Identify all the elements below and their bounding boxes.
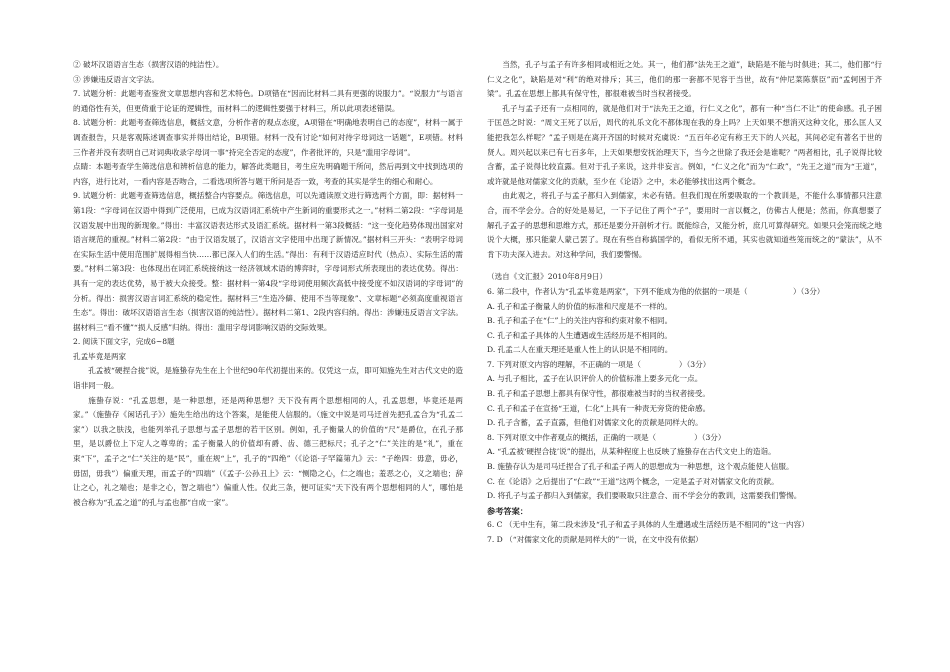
paragraph: 施蛰存说：“孔孟思想，是一种思想，还是两种思想？天下没有两个思想相同的人，孔孟思想，毕竟还是两家。”（施蛰存《闲话孔子》）施先生给出的这个答案，是能使人信服的。（施文中说是司马迁首先把孔孟合为“孔孟二家”）以我之肤浅，也能列举孔子思想与孟子思想的若干区别。例如，孔子衡量人的价值的“尺”是爵位，在孔子那里，是以爵位上下定人之尊卑的；孟子衡量人的价值却有爵、齿、德三把标尺；孔子之“仁”关注的是“礼”，重在束“下”，孟子之“仁”关注的是“民”，重在规“上”，孔子的“四绝”（《论语·子罕篇第九》云：“子绝四：毋意，毋必，毋固，毋我”）偏重天理，而孟子的“四端”（《孟子·公孙丑上》云：“恻隐之心，仁之端也；羞恶之心，义之端也；辞让之心，礼之端也；是非之心，智之端也”）偏重人性。仅此三条，便可证实“天下没有两个思想相同的人”，哪怕是被合称为“孔孟之道”的孔与孟也都“自成一家”。: [73, 395, 464, 507]
paragraph: 8. 下列对原文中作者观点的概括，正确的一项是（ ）（3分）: [487, 432, 726, 442]
paragraph: A. “孔孟被‘硬捏合拢’说”的提出，从某种程度上也反映了施蛰存在古代文史上的造诣。: [487, 447, 776, 457]
paragraph: 7. 下列对原文内容的理解，不正确的一项是（ ）（3分）: [487, 359, 711, 369]
paragraph: 孔孟被“硬捏合拢”说，是施蛰存先生在上个世纪90年代初提出来的。仅凭这一点，即可知施先生对古代文史的造诣非同一般。: [73, 366, 463, 391]
right-text-column: [487, 58, 882, 548]
paragraph: B. 孔子和孟子在“仁”上的关注内容和约束对象不相同。: [487, 316, 673, 326]
paragraph: 2. 阅读下面文字，完成6~8题: [73, 337, 175, 347]
paragraph: D. 将孔子与孟子都归入到儒家，我们要吸取只注意合、而不学会分的教训，这需要我们警惕。: [487, 491, 802, 501]
paragraph: 6. 第二段中，作者认为“孔孟毕竟是两家”，下列不能成为他的依据的一项是（ ）（3分）: [487, 286, 825, 296]
paragraph: C. 在《论语》之后提出了“仁政”“王道”这两个概念，一定是孟子对对儒家文化的贡献。: [487, 476, 779, 486]
left-text-column: [73, 58, 463, 510]
paragraph: D. 孔孟二人在重天理还是重人性上的认识是不相同的。: [487, 345, 673, 355]
paragraph: 当然，孔子与孟子有许多相同或相近之处。其一，他们都“法先王之道”，缺陷是不能与时俱进；其二，他们都“行仁义之化”，缺陷是对“利”的绝对排斥；其三，他们的那一套都不见容于当世，故有“仲尼菜陈蔡臣”而“孟轲困于齐梁”。孔孟在思想上都具有保守性，都很难被当时当权者接受。: [487, 60, 882, 99]
paragraph: （选自《文汇报》2010年8月9日）: [487, 272, 608, 282]
paragraph: D. 孔子含蓄，孟子直露，但他们对儒家文化的贡献是同样大的。: [487, 418, 703, 428]
paragraph: 孔孟毕竟是两家: [73, 351, 127, 361]
paragraph: ③ 涉嫌违反语言文字法。: [73, 74, 159, 84]
paragraph: ② 破坏汉语语言生态（损害汉语的纯洁性）。: [73, 60, 224, 69]
paragraph: A. 与孔子相比，孟子在认识评价人的价值标准上要多元化一点。: [487, 374, 703, 384]
paragraph: A. 孔子和孟子衡量人的价值的标准和尺度是不一样的。: [487, 301, 672, 311]
paragraph: B. 孔子和孟子思想上都具有保守性，都很难被当时的当权者接受。: [487, 389, 711, 399]
paragraph: 6. C （无中生有，第二段未涉及“孔子和孟子具体的人生遭遇或生活经历是不相同的”这一内容）: [487, 520, 809, 530]
paragraph: [487, 262, 882, 270]
paragraph: C. 孔子和孟子具体的人生遭遇或生活经历是不相同的。: [487, 330, 673, 340]
paragraph: C. 孔子和孟子在宣扬“王道，仁化”上具有一种责无旁贷的使命感。: [487, 403, 711, 413]
paragraph: 7. 试题分析：此题考查鉴赏文章思想内容和艺术特色。D项错在“因而比材料二具有更强的说服力”。“说服力”与语言的通俗性有关，但更倚重于论证的逻辑性，而材料二的逻辑性要强于材料三，所以此项表述错误。: [73, 89, 463, 113]
paragraph: 点睛：本题考查学生筛选信息和辨析信息的能力，解答此类题目，考生应先明确题干所问，然后再到文中找到选项的内容，进行比对，一看内容是否吻合，二看选项所答与题干所问是否一致，考查的其实是学生的细心和耐心。: [73, 162, 463, 186]
paragraph: 由此观之，将孔子与孟子都归入到儒家，未必有错。但我们现在所要吸取的一个教训是，不能什么事情都只注意合，而不学会分。合的好处是易记，一下子记住了两个“子”，要用时一言以概之，仿佛古人便是；然而，你真想要了解孔子孟子的思想和思维方式，那还是要分开剖析才行。既能综合，又能分析，庶几可算得研究。如果只会笼而统之地说个大概，那只能蒙人蒙己罢了。现在有些自称搞国学的，看似无所不通，其实也就知道些笼而统之的“蒙法”，从不肯下功夫深入进去。对这种学问，我们要警惕。: [487, 191, 882, 259]
paragraph: 9. 试题分析：此题考查筛选信息，概括整合内容要点。筛选信息，可以先通读原文进行筛选两个方面，即：据材料一第1段：“字母词在汉语中得到广泛使用，已成为汉语词汇系统中产生新词的重要形式之一。”材料二第2段：“字母词是汉语发展中出现的新现象。”得出：丰富汉语表达形式及语汇系统。据材料一第3段概括：“这一变化趋势体现出国家对语言规范的重视。”材料二第2段：“由于汉语发展了，汉语言文字使用中出现了新情况。”据材料三开头：“表明字母词在实际生活中使用范围扩展得相当快……都已深入人们的生活。”得出：有利于汉语适应时代（热点）、实际生活的需要。”材料二第3段：也体现出在词汇系统接纳这一经济领域术语的博弈时，字母词形式所表现出的表达优势。得出：具有一定的表达优势，易于被大众接受。整：据材料一第4段“字母词使用频次高低中接受度不如汉语词的字母词”的分析。得出：损害汉语言词汇系统的稳定性。据材料三“生造冷僻、使用不当等现象”、文章标题“必须高度重视语言生态”。得出：破坏汉语语言生态（损害汉语的纯洁性）。据材料二第1、2段内容归纳。得出：涉嫌违反语言文字法。据材料三“看不懂”“损人反感”归纳。得出：滥用字母词影响汉语的交际效果。: [73, 191, 463, 332]
paragraph: 7. D （“对儒家文化的贡献是同样大的”一说，在文中没有依据）: [487, 535, 703, 544]
paragraph: 孔子与孟子还有一点相同的，就是他们对于“法先王之道，行仁义之化”，都有一种“当仁不让”的使命感。孔子困于匡邑之时说：“周文王死了以后，周代的礼乐文化不都体现在我的身上吗？上天如果不想消灭这种文化，那么匡人又能把我怎么样呢？”孟子则是在离开齐国的时候对充虞说：“五百年必定有称王天下的人兴起，其间必定有著名于世的贤人。周兴起以来已有七百多年，上天如果想安抚治理天下，当今之世除了我还会是谁呢？”两者相比，孔子说得比较含蓄，孟子说得比较直露。但对于孔子来说，这并非妄言。例如，“仁义之化”而为“仁政”，“先王之道”而为“王道”，或许就是他对儒家文化的贡献，至少在《论语》之中，未必能够找出这两个概念。: [487, 103, 882, 186]
paragraph: 参考答案：: [487, 505, 528, 516]
paragraph: B. 施蛰存认为是司马迁捏合了孔子和孟子两人的思想成为一种思想，这个观点能使人信服。: [487, 462, 794, 472]
paragraph: 8. 试题分析：此题考查筛选信息，概括文意，分析作者的观点态度，A项错在“明确地表明自己的态度”，材料一属于调查报告，只是客观陈述调查事实并得出结论，B项错。材料一没有讨论“如何对待字母词这一话题”，E项错。材料三作者并没有表明自己对词典收录字母词一事“持完全否定的态度”，作者批评的，只是“滥用字母词”。: [73, 118, 463, 157]
